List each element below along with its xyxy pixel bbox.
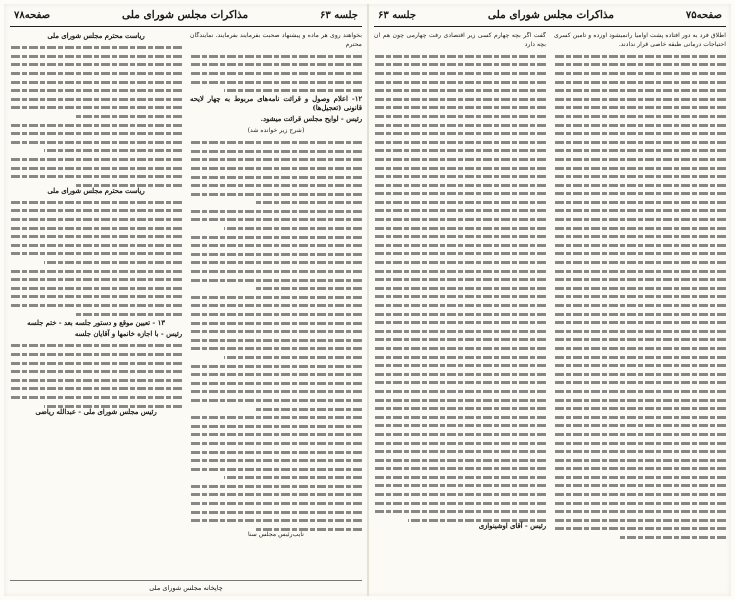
book-gutter: [367, 4, 369, 596]
column-intro: اطلاق فرد به دور افتاده پشت اوامیا رانمیشود آورده و تأمین کسری احتیاجات درمانی طبقه خاصی قرار ندادند.: [554, 32, 726, 48]
text-columns: [374, 32, 726, 572]
speaker-line: رئیس - لوایح مجلس قرائت میشود.: [260, 115, 362, 124]
journal-title: مذاکرات مجلس شورای ملی: [121, 9, 249, 21]
column-left: [10, 32, 182, 572]
section-heading: ۱۲- اعلام وصول و قرائت نامه‌های مربوط به چهار لایحه قانونی (تعجیل‌ها): [190, 95, 362, 112]
session-label: جلسه ۶۳: [319, 9, 358, 21]
footer-note: نایب‌رئیس مجلس سنا: [248, 530, 304, 538]
page-header: [374, 4, 726, 27]
text-block: [554, 55, 726, 539]
left-page: [10, 4, 362, 596]
column-right: [554, 32, 726, 572]
text-block: [10, 201, 182, 316]
journal-title: مذاکرات مجلس شورای ملی: [487, 9, 615, 21]
book-spread: [4, 4, 731, 596]
signature: رئیس مجلس شورای ملی - عبدالله ریاضی: [35, 407, 157, 416]
column-intro: بخواهند روی هر ماده و پیشنهاد صحبت بفرمایند بفرمایند. نمایندگان محترم: [190, 32, 362, 48]
speaker-line: رئیس - آقای اوشینوازی: [478, 521, 546, 530]
subheading: (شرح زیر خوانده شد): [247, 126, 305, 134]
text-block: [10, 46, 182, 187]
letter-heading: ریاست محترم مجلس شورای ملی: [47, 32, 145, 40]
text-columns: [10, 32, 362, 572]
text-block: [190, 141, 362, 531]
section-heading: ۱۳ - تعیین موقع و دستور جلسه بعد - ختم جلسه: [27, 318, 165, 327]
session-label: جلسه ۶۳: [378, 9, 417, 21]
column-intro: گفت اگر بچه چهارم کسی زیر اقتصادی رفت چهارمی چون هم آن بچه دارد: [374, 32, 546, 48]
text-block: [374, 55, 546, 522]
column-left: [374, 32, 546, 572]
right-page: [374, 4, 726, 596]
letter-heading: ریاست محترم مجلس شورای ملی: [47, 186, 145, 195]
column-right: [190, 32, 362, 572]
printer-footer: چاپخانه مجلس شورای ملی: [10, 580, 362, 592]
speaker-line: رئیس - با اجازه خانمها و آقایان جلسه: [74, 330, 182, 339]
text-block: [190, 55, 362, 92]
text-block: [10, 344, 182, 407]
page-number: صفحه۷۵: [685, 9, 722, 21]
page-header: [10, 4, 362, 27]
page-number: صفحه۷۸: [14, 9, 51, 21]
